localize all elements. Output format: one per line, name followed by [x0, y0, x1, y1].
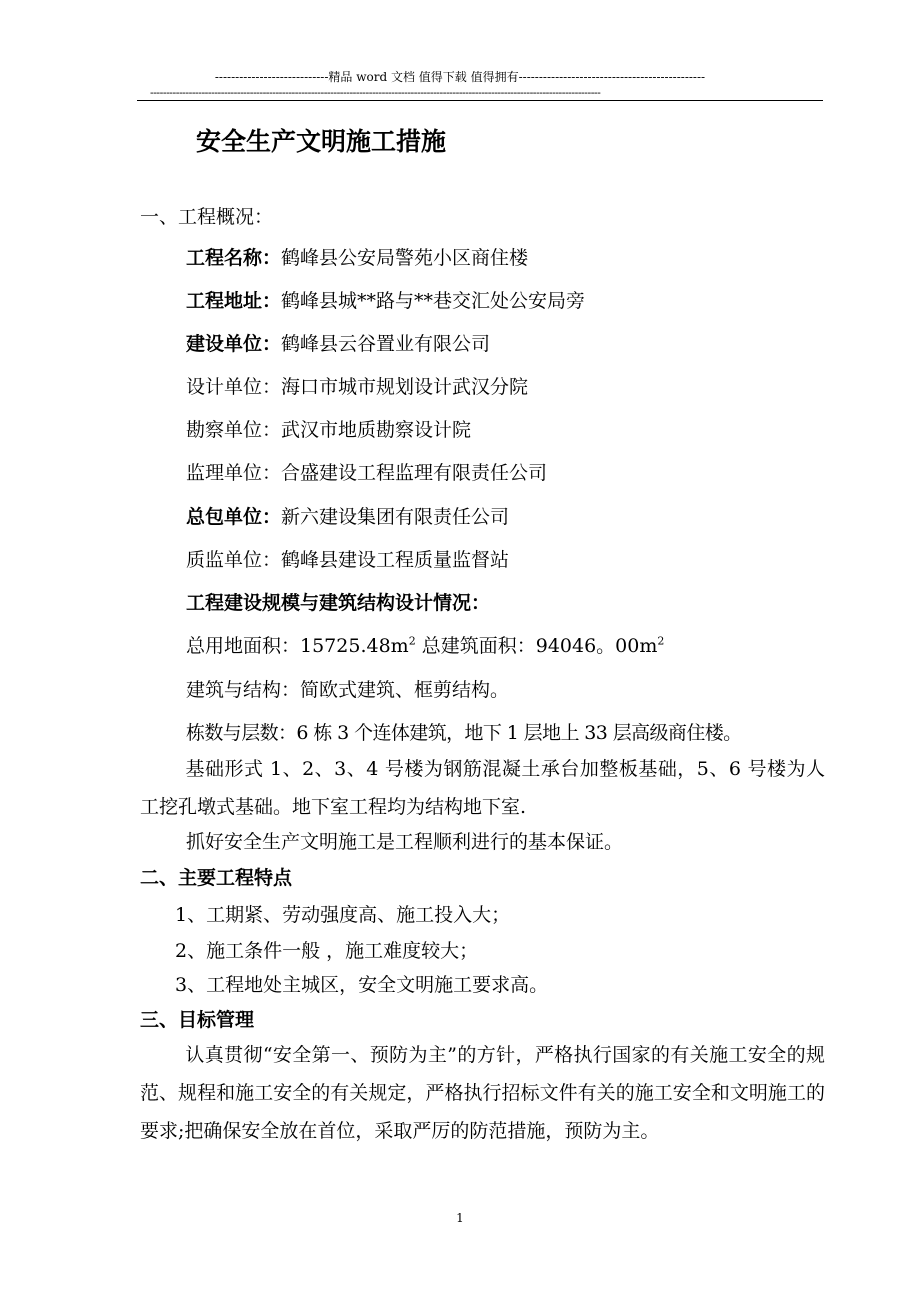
info-label: 工程地址： [186, 290, 282, 312]
info-row-supervisor [186, 458, 547, 485]
feature-item-1: 1、工期紧、劳动强度高、施工投入大； [175, 904, 511, 926]
info-value: 合盛建设工程监理有限责任公司 [281, 462, 548, 484]
feature-item-3: 3、工程地处主城区，安全文明施工要求高。 [175, 974, 549, 996]
superscript-2: 2 [408, 634, 416, 648]
target-text: 认真贯彻“安全第一、预防为主”的方针，严格执行国家的有关施工安全的规范、规程和施工安全的有关规定，严格执行招标文件有关的施工安全和文明施工的要求;把确保安全放在首位，采取严厉的防范措施，预防为主。 [140, 1044, 825, 1142]
info-row-quality [186, 545, 509, 572]
info-value: 鹤峰县城**路与**巷交汇处公安局旁 [281, 290, 586, 312]
info-label: 监理单位： [186, 462, 282, 484]
foundation-text: 基础形式 1、2、3、4 号楼为钢筋混凝土承台加整板基础，5、6 号楼为人工挖孔墩式基础。地下室工程均为结构地下室. [140, 758, 825, 818]
area-line [186, 631, 664, 658]
feature-item-2: 2、施工条件一般 ，施工难度较大； [175, 940, 479, 962]
section-2-heading: 二、主要工程特点 [140, 867, 293, 889]
info-value: 武汉市地质勘察设计院 [281, 419, 472, 441]
info-label: 质监单位： [186, 549, 282, 571]
info-value: 新六建设集团有限责任公司 [281, 506, 510, 528]
building-area: 总建筑面积：94046。00m [415, 635, 658, 657]
foundation-paragraph [140, 750, 825, 826]
info-value: 鹤峰县公安局警苑小区商住楼 [281, 247, 529, 269]
page-number: 1 [456, 1211, 464, 1225]
header-rule [137, 100, 823, 101]
info-label: 工程名称： [186, 247, 282, 269]
info-label: 勘察单位： [186, 419, 282, 441]
structure-line: 建筑与结构：简欧式建筑、框剪结构。 [186, 679, 510, 701]
info-row-project-name [186, 243, 528, 270]
info-row-contractor [186, 502, 509, 529]
info-value: 鹤峰县建设工程质量监督站 [281, 549, 510, 571]
info-row-builder [186, 329, 490, 356]
info-value: 鹤峰县云谷置业有限公司 [281, 333, 491, 355]
info-label: 总包单位： [186, 506, 282, 528]
scale-heading: 工程建设规模与建筑结构设计情况： [186, 592, 491, 614]
info-row-project-address [186, 286, 585, 313]
info-row-survey [186, 415, 471, 442]
info-row-designer [186, 372, 528, 399]
info-value: 海口市城市规划设计武汉分院 [281, 376, 529, 398]
land-area: 总用地面积：15725.48m [186, 635, 409, 657]
superscript-2: 2 [657, 634, 665, 648]
floors-line: 栋数与层数：6 栋 3 个连体建筑，地下 1 层地上 33 层高级商住楼。 [186, 722, 742, 744]
guarantee-line: 抓好安全生产文明施工是工程顺利进行的基本保证。 [186, 831, 624, 853]
section-3-heading: 三、目标管理 [140, 1009, 255, 1031]
page-header-dashes: -------------------------------------------------------------------------------------------------------------------------------------------- [150, 86, 601, 99]
info-label: 设计单位： [186, 376, 282, 398]
page-header-banner: ----------------------------精品 word 文档 值得下载 值得拥有---------------------------------------------- [214, 70, 706, 84]
section-1-heading: 一、工程概况： [140, 206, 274, 228]
document-title: 安全生产文明施工措施 [196, 127, 447, 156]
target-paragraph [140, 1036, 825, 1150]
info-label: 建设单位： [186, 333, 282, 355]
